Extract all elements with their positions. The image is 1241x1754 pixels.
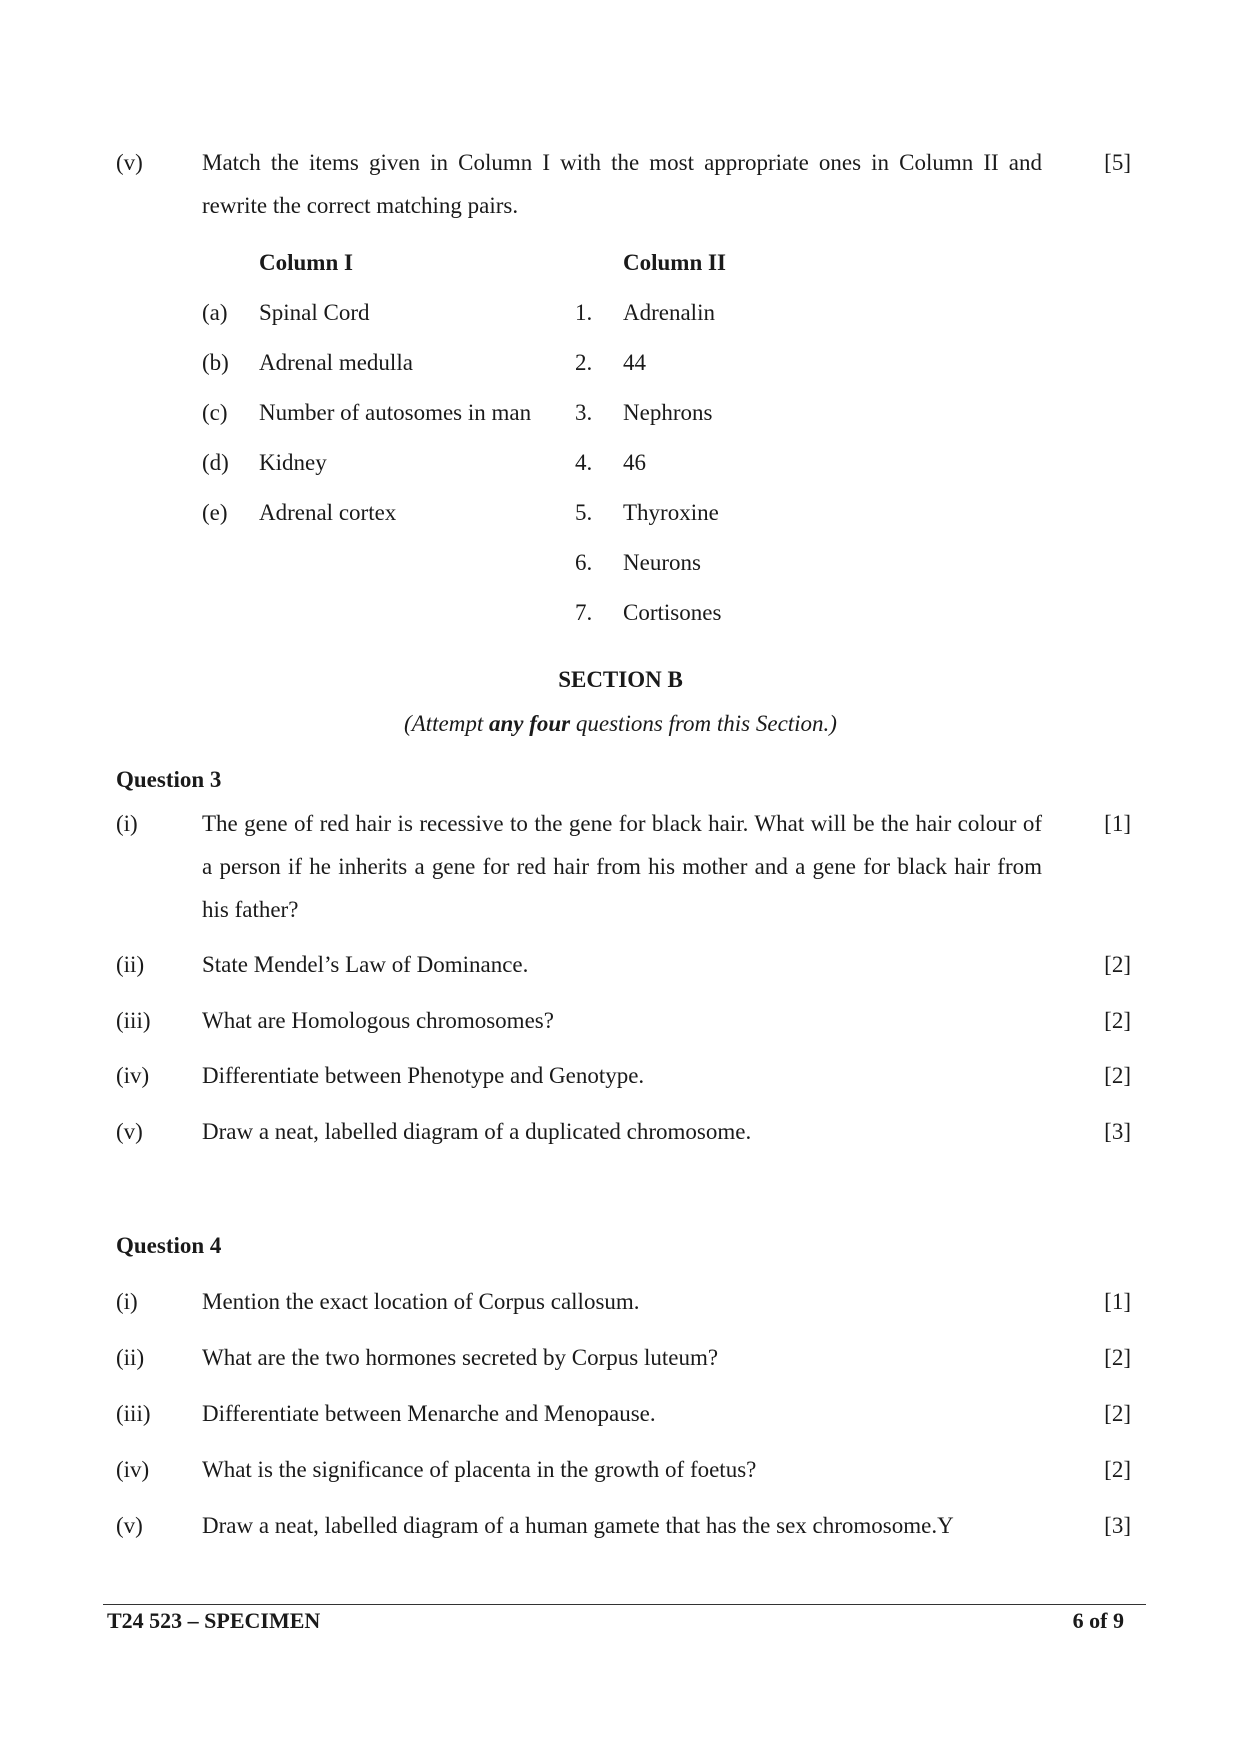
col2-item: Neurons: [623, 550, 701, 575]
part-text: Match the items given in Column I with the most appropriate ones in Column II and rewrite the correct matching pairs.: [202, 150, 1042, 218]
instruction-prefix: (Attempt: [404, 711, 489, 736]
instruction-suffix: questions from this Section.): [570, 711, 837, 736]
question-title: Question 4: [116, 1233, 222, 1258]
part-number: (iii): [116, 1008, 151, 1033]
col2-label: 2.: [575, 350, 593, 375]
column-2-header: Column II: [623, 250, 726, 275]
part-number: (iii): [116, 1401, 151, 1426]
marks: [5]: [1104, 150, 1131, 175]
col1-item: Spinal Cord: [259, 300, 370, 325]
marks: [2]: [1104, 1345, 1131, 1370]
part-number: (iv): [116, 1457, 150, 1482]
marks: [1]: [1104, 811, 1131, 836]
part-text: What is the significance of placenta in the growth of foetus?: [202, 1457, 757, 1482]
footer-divider: [103, 1604, 1146, 1605]
section-instruction: [0, 711, 1241, 737]
question-title: Question 3: [116, 767, 222, 792]
col2-label: 1.: [575, 300, 593, 325]
col2-item: 44: [623, 350, 646, 375]
col2-label: 4.: [575, 450, 593, 475]
col1-label: (b): [202, 350, 229, 375]
col2-item: Nephrons: [623, 400, 713, 425]
part-number: (v): [116, 150, 143, 175]
marks: [1]: [1104, 1289, 1131, 1314]
col2-item: Thyroxine: [623, 500, 719, 525]
col1-label: (d): [202, 450, 229, 475]
col2-label: 6.: [575, 550, 593, 575]
page-number: 6 of 9: [1072, 1608, 1124, 1633]
col1-label: (e): [202, 500, 228, 525]
column-1-header: Column I: [259, 250, 353, 275]
part-text: What are the two hormones secreted by Corpus luteum?: [202, 1345, 719, 1370]
marks: [3]: [1104, 1119, 1131, 1144]
col1-item: Adrenal medulla: [259, 350, 413, 375]
marks: [2]: [1104, 1063, 1131, 1088]
col2-item: Adrenalin: [623, 300, 715, 325]
col2-item: 46: [623, 450, 646, 475]
part-text: State Mendel’s Law of Dominance.: [202, 952, 529, 977]
part-number: (i): [116, 1289, 138, 1314]
col1-item: Kidney: [259, 450, 327, 475]
part-text: The gene of red hair is recessive to the gene for black hair. What will be the hair colour of a person if he inherits a gene for red hair from his mother and a gene for black hair from his father?: [202, 811, 1042, 922]
part-text: Draw a neat, labelled diagram of a human gamete that has the sex chromosome.Y: [202, 1513, 954, 1538]
col2-label: 5.: [575, 500, 593, 525]
col2-item: Cortisones: [623, 600, 722, 625]
marks: [2]: [1104, 1457, 1131, 1482]
part-number: (i): [116, 811, 138, 836]
col1-label: (c): [202, 400, 228, 425]
col1-item: Adrenal cortex: [259, 500, 397, 525]
part-number: (ii): [116, 1345, 145, 1370]
part-text: Draw a neat, labelled diagram of a duplicated chromosome.: [202, 1119, 752, 1144]
paper-code: T24 523 – SPECIMEN: [107, 1608, 321, 1633]
part-number: (v): [116, 1119, 143, 1144]
part-number: (v): [116, 1513, 143, 1538]
col2-label: 7.: [575, 600, 593, 625]
instruction-emphasis: any four: [488, 711, 571, 736]
col2-label: 3.: [575, 400, 593, 425]
col1-label: (a): [202, 300, 228, 325]
part-text: Mention the exact location of Corpus callosum.: [202, 1289, 640, 1314]
marks: [2]: [1104, 952, 1131, 977]
marks: [3]: [1104, 1513, 1131, 1538]
marks: [2]: [1104, 1401, 1131, 1426]
col1-item: Number of autosomes in man: [259, 400, 532, 425]
marks: [2]: [1104, 1008, 1131, 1033]
part-number: (iv): [116, 1063, 150, 1088]
part-text: Differentiate between Menarche and Menopause.: [202, 1401, 656, 1426]
part-number: (ii): [116, 952, 145, 977]
part-text: Differentiate between Phenotype and Genotype.: [202, 1063, 645, 1088]
section-title: SECTION B: [558, 667, 683, 692]
part-text: What are Homologous chromosomes?: [202, 1008, 554, 1033]
